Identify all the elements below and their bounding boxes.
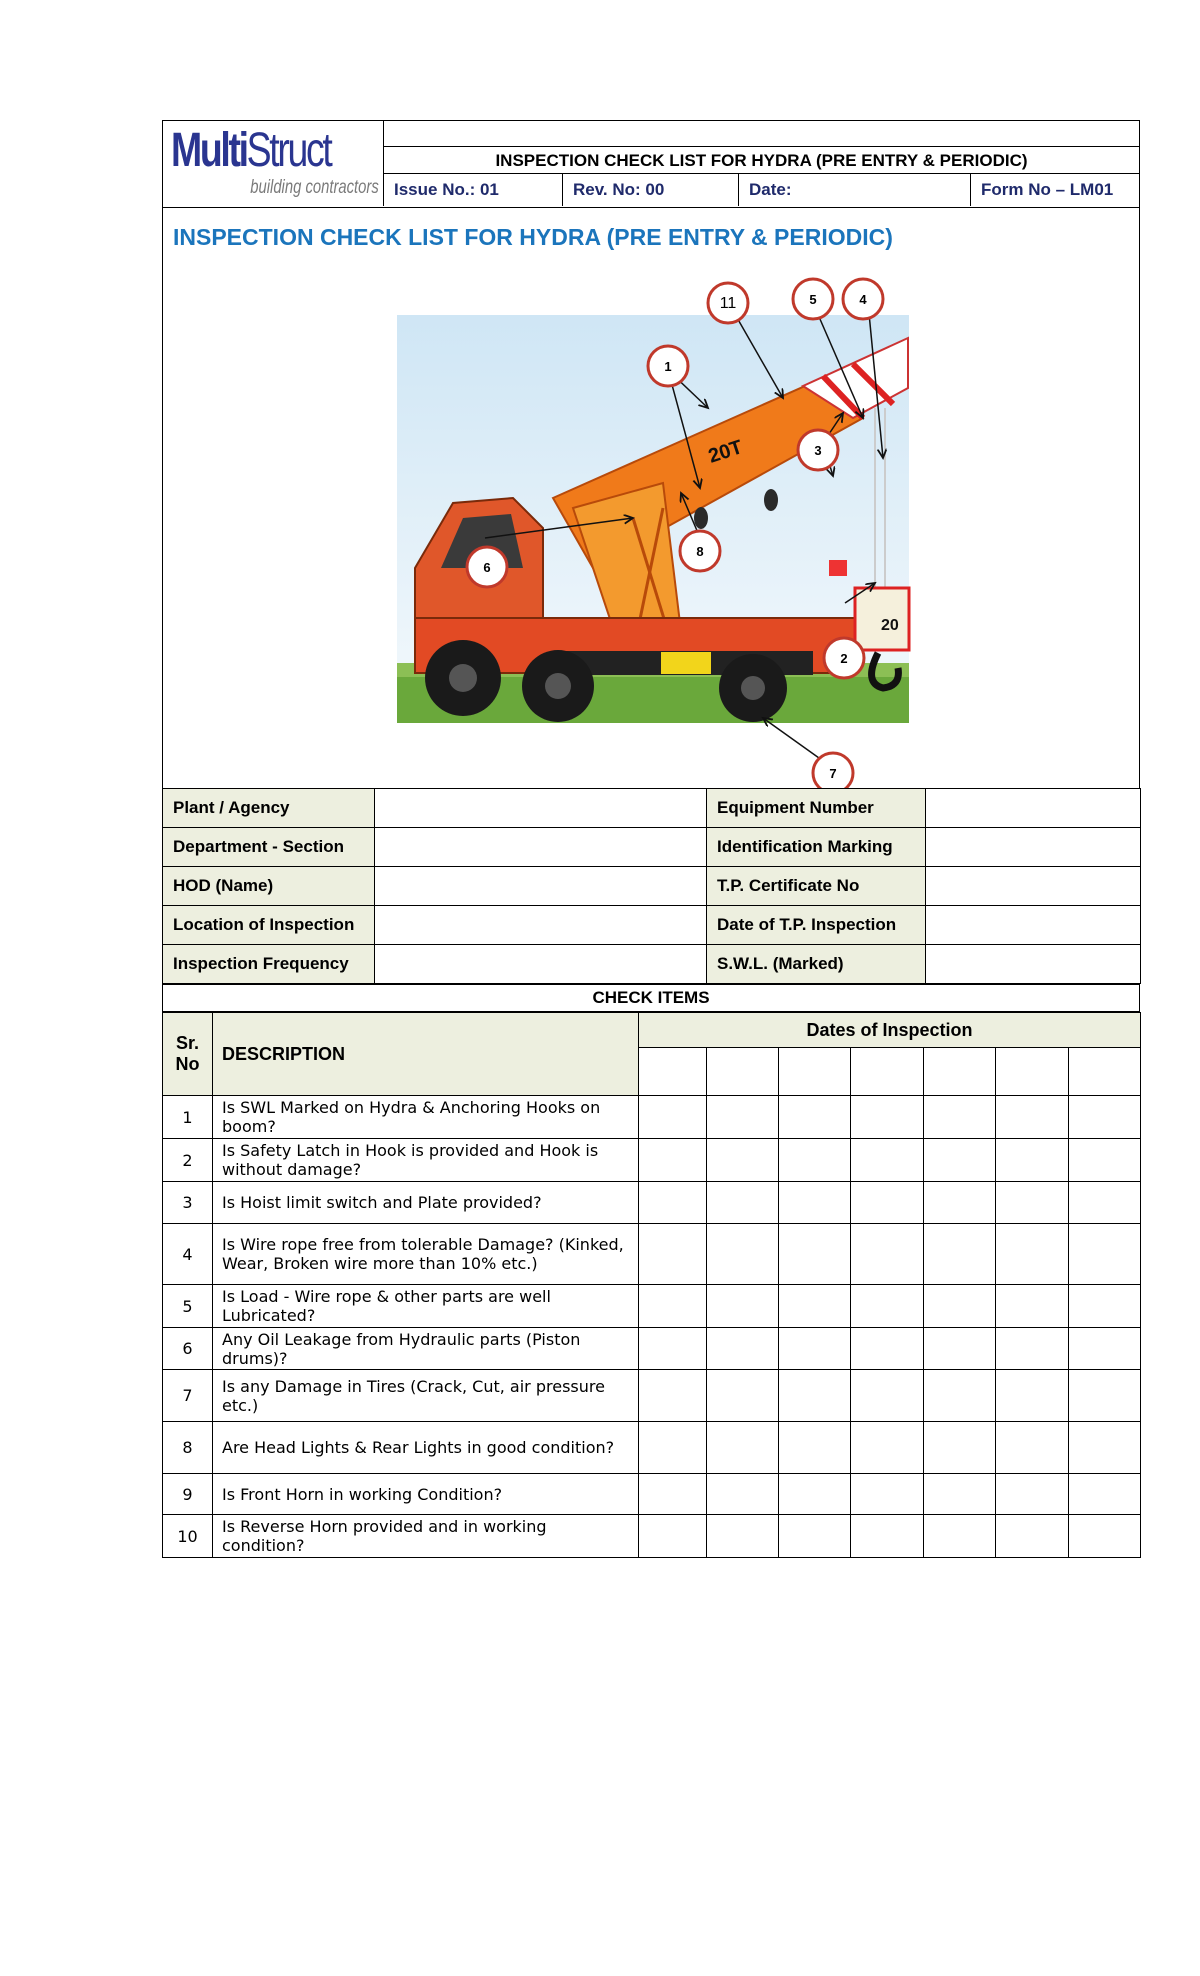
inspection-date-cell[interactable] [1069,1182,1141,1224]
inspection-date-cell[interactable] [639,1182,707,1224]
svg-text:1: 1 [664,359,672,374]
inspection-date-cell[interactable] [851,1370,924,1422]
inspection-date-cell[interactable] [639,1515,707,1558]
item-number: 3 [163,1182,213,1224]
info-label: Department - Section [163,828,375,867]
info-value-field[interactable] [926,906,1141,945]
inspection-date-cell[interactable] [924,1224,996,1285]
issue-number: Issue No.: 01 [384,174,563,206]
info-row [163,945,1141,984]
inspection-date-cell[interactable] [639,1285,707,1328]
inspection-date-cell[interactable] [851,1285,924,1328]
info-label: T.P. Certificate No [707,867,926,906]
inspection-date-cell[interactable] [1069,1474,1141,1515]
date-cell[interactable] [924,1048,996,1096]
form-header [162,120,1140,208]
hook-capacity-label: 20 [881,617,899,634]
inspection-date-cell[interactable] [996,1474,1069,1515]
svg-text:11: 11 [719,295,737,312]
inspection-date-cell[interactable] [851,1474,924,1515]
inspection-date-cell[interactable] [779,1285,851,1328]
inspection-date-cell[interactable] [851,1515,924,1558]
date-cell[interactable] [779,1048,851,1096]
date-field: Date: [739,174,971,206]
inspection-date-cell[interactable] [1069,1515,1141,1558]
inspection-date-cell[interactable] [996,1515,1069,1558]
logo-wordmark: MultiStruct [171,124,331,177]
item-description: Are Head Lights & Rear Lights in good condition? [213,1422,639,1474]
item-description: Any Oil Leakage from Hydraulic parts (Piston drums)? [213,1328,639,1370]
inspection-date-cell[interactable] [1069,1139,1141,1182]
svg-text:5: 5 [809,292,817,307]
inspection-date-cell[interactable] [924,1096,996,1139]
inspection-date-cell[interactable] [1069,1422,1141,1474]
date-cell[interactable] [1069,1048,1141,1096]
sr-no-header: Sr. No [163,1013,213,1096]
inspection-date-cell[interactable] [779,1182,851,1224]
inspection-date-cell[interactable] [779,1328,851,1370]
inspection-date-cell[interactable] [1069,1224,1141,1285]
info-row [163,867,1141,906]
inspection-date-cell[interactable] [779,1139,851,1182]
inspection-date-cell[interactable] [851,1422,924,1474]
info-value-field[interactable] [926,867,1141,906]
svg-text:8: 8 [696,544,704,559]
inspection-date-cell[interactable] [707,1370,779,1422]
inspection-date-cell[interactable] [924,1515,996,1558]
check-item-row [163,1224,1141,1285]
inspection-date-cell[interactable] [1069,1328,1141,1370]
inspection-date-cell[interactable] [924,1474,996,1515]
date-cell[interactable] [851,1048,924,1096]
info-label: Equipment Number [707,789,926,828]
info-label: Plant / Agency [163,789,375,828]
item-description: Is any Damage in Tires (Crack, Cut, air pressure etc.) [213,1370,639,1422]
info-value-field[interactable] [375,945,707,984]
inspection-date-cell[interactable] [639,1139,707,1182]
inspection-date-cell[interactable] [707,1422,779,1474]
info-row [163,828,1141,867]
check-item-row [163,1370,1141,1422]
item-number: 10 [163,1515,213,1558]
description-header: DESCRIPTION [213,1013,639,1096]
inspection-date-cell[interactable] [639,1474,707,1515]
inspection-date-cell[interactable] [707,1474,779,1515]
inspection-date-cell[interactable] [924,1182,996,1224]
check-item-row [163,1285,1141,1328]
inspection-date-cell[interactable] [996,1328,1069,1370]
info-label: Identification Marking [707,828,926,867]
inspection-date-cell[interactable] [779,1474,851,1515]
inspection-date-cell[interactable] [924,1285,996,1328]
check-item-row [163,1328,1141,1370]
item-description: Is SWL Marked on Hydra & Anchoring Hooks on boom? [213,1096,639,1139]
inspection-date-cell[interactable] [779,1370,851,1422]
inspection-date-cell[interactable] [639,1224,707,1285]
form-number: Form No – LM01 [981,180,1114,199]
info-label: Inspection Frequency [163,945,375,984]
check-item-row [163,1474,1141,1515]
info-row [163,789,1141,828]
inspection-date-cell[interactable] [779,1422,851,1474]
inspection-date-cell[interactable] [996,1224,1069,1285]
inspection-date-cell[interactable] [924,1328,996,1370]
inspection-date-cell[interactable] [779,1096,851,1139]
inspection-date-cell[interactable] [707,1515,779,1558]
inspection-date-cell[interactable] [996,1096,1069,1139]
inspection-date-cell[interactable] [851,1139,924,1182]
inspection-date-cell[interactable] [707,1328,779,1370]
item-number: 7 [163,1370,213,1422]
svg-text:3: 3 [814,443,822,458]
inspection-date-cell[interactable] [707,1224,779,1285]
inspection-date-cell[interactable] [924,1370,996,1422]
info-value-field[interactable] [375,867,707,906]
item-number: 1 [163,1096,213,1139]
inspection-date-cell[interactable] [707,1096,779,1139]
inspection-date-cell[interactable] [639,1422,707,1474]
item-number: 8 [163,1422,213,1474]
inspection-date-cell[interactable] [639,1328,707,1370]
inspection-date-cell[interactable] [1069,1096,1141,1139]
svg-text:7: 7 [829,766,837,781]
item-description: Is Load - Wire rope & other parts are well Lubricated? [213,1285,639,1328]
inspection-date-cell[interactable] [707,1285,779,1328]
info-label: Location of Inspection [163,906,375,945]
item-description: Is Hoist limit switch and Plate provided? [213,1182,639,1224]
date-cell[interactable] [707,1048,779,1096]
info-value-field[interactable] [926,945,1141,984]
item-number: 2 [163,1139,213,1182]
inspection-date-cell[interactable] [779,1515,851,1558]
info-value-field[interactable] [375,789,707,828]
item-description: Is Wire rope free from tolerable Damage? (Kinked, Wear, Broken wire more than 10% etc.) [213,1224,639,1285]
logo-tagline: building contractors [250,177,379,198]
info-value-field[interactable] [375,906,707,945]
item-number: 6 [163,1328,213,1370]
inspection-date-cell[interactable] [851,1328,924,1370]
info-value-field[interactable] [375,828,707,867]
svg-text:4: 4 [859,292,867,307]
item-description: Is Front Horn in working Condition? [213,1474,639,1515]
inspection-date-cell[interactable] [707,1182,779,1224]
item-number: 4 [163,1224,213,1285]
info-label: S.W.L. (Marked) [707,945,926,984]
inspection-date-cell[interactable] [707,1139,779,1182]
inspection-date-cell[interactable] [779,1224,851,1285]
crane-illustration [163,268,1139,788]
info-label: HOD (Name) [163,867,375,906]
check-items-heading: CHECK ITEMS [163,985,1140,1012]
date-cell[interactable] [996,1048,1069,1096]
inspection-date-cell[interactable] [924,1139,996,1182]
inspection-date-cell[interactable] [996,1182,1069,1224]
check-item-row [163,1096,1141,1139]
company-logo [163,121,384,206]
item-number: 5 [163,1285,213,1328]
check-item-row [163,1139,1141,1182]
info-value-field[interactable] [926,828,1141,867]
inspection-date-cell[interactable] [639,1370,707,1422]
item-description: Is Reverse Horn provided and in working condition? [213,1515,639,1558]
header-blank-row [384,121,1139,147]
equipment-info-table [162,788,1141,984]
inspection-date-cell[interactable] [851,1182,924,1224]
inspection-date-cell[interactable] [1069,1370,1141,1422]
inspection-date-cell[interactable] [996,1370,1069,1422]
check-item-row [163,1182,1141,1224]
crane-figure-svg [163,268,1138,788]
boom-capacity-label: 20T [705,436,746,468]
inspection-form [162,120,1140,1558]
page-title: INSPECTION CHECK LIST FOR HYDRA (PRE ENTRY & PERIODIC) [173,224,893,250]
info-value-field[interactable] [926,789,1141,828]
inspection-date-cell[interactable] [851,1224,924,1285]
info-row [163,906,1141,945]
inspection-date-cell[interactable] [996,1139,1069,1182]
header-doc-title: INSPECTION CHECK LIST FOR HYDRA (PRE ENTRY & PERIODIC) [384,147,1139,174]
inspection-date-cell[interactable] [996,1285,1069,1328]
dates-header: Dates of Inspection [639,1013,1141,1048]
inspection-date-cell[interactable] [924,1422,996,1474]
check-item-row [163,1515,1141,1558]
svg-text:2: 2 [840,651,848,666]
header-meta-row [384,174,1139,206]
svg-text:6: 6 [483,560,491,575]
inspection-date-cell[interactable] [851,1096,924,1139]
revision-number: Rev. No: 00 [563,174,739,206]
item-description: Is Safety Latch in Hook is provided and Hook is without damage? [213,1139,639,1182]
date-cell[interactable] [639,1048,707,1096]
item-number: 9 [163,1474,213,1515]
info-label: Date of T.P. Inspection [707,906,926,945]
inspection-date-cell[interactable] [639,1096,707,1139]
inspection-date-cell[interactable] [1069,1285,1141,1328]
check-items-title-table [162,984,1140,1012]
check-item-row [163,1422,1141,1474]
inspection-date-cell[interactable] [996,1422,1069,1474]
check-items-table [162,1012,1141,1558]
